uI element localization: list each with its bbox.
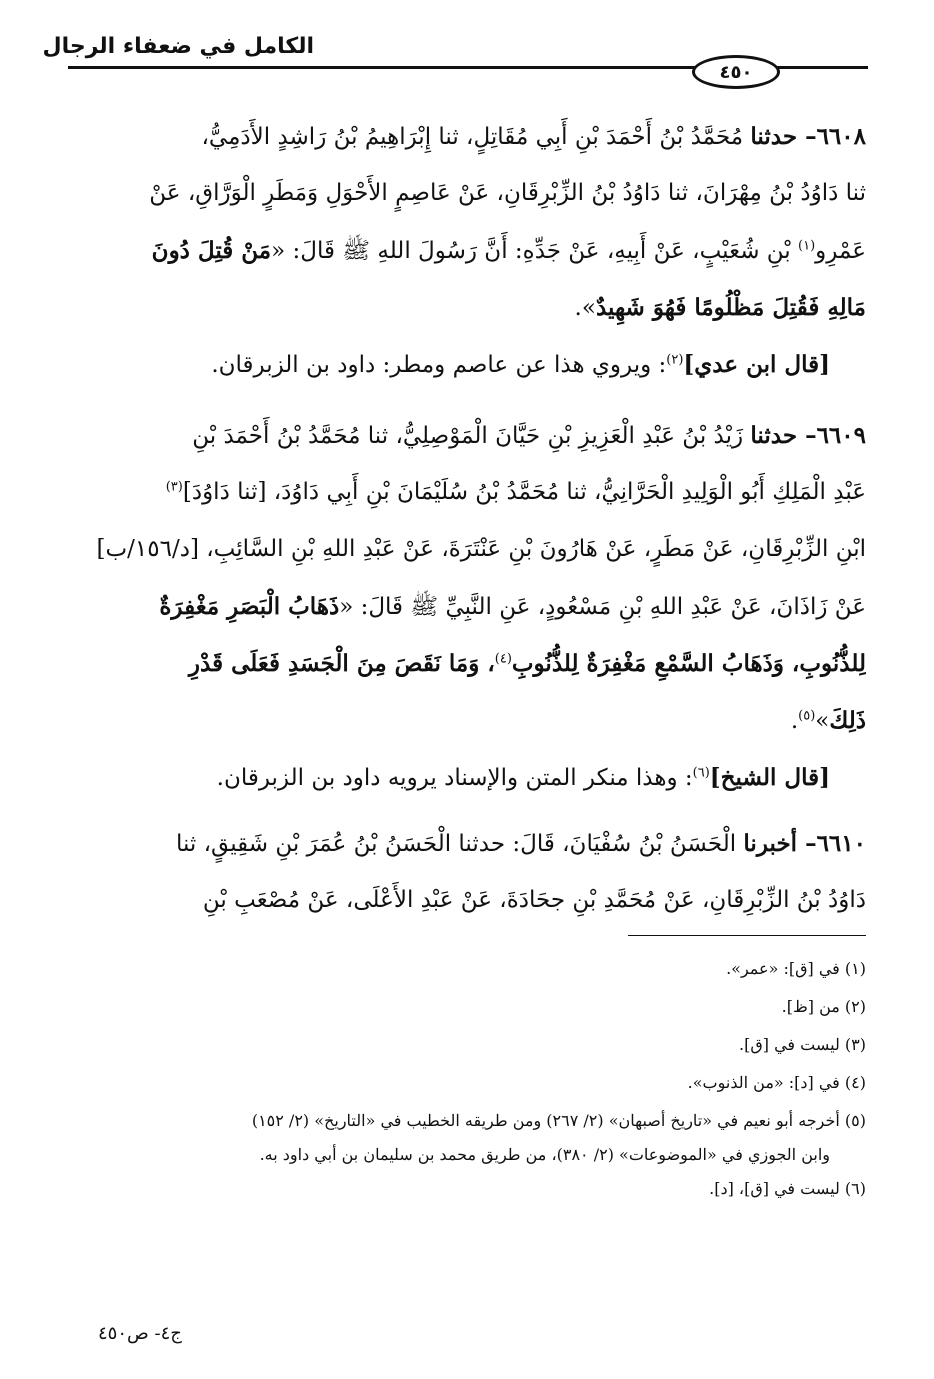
text-line: دَاوُدُ بْنُ الزِّبْرِقَانِ، عَنْ مُحَمَّدِ بْنِ جحَادَةَ، عَنْ عَبْدِ الأَعْلَى، عَنْ مُصْعَبِ بْنِ (202, 887, 866, 913)
hadith-number: ٦٦٠٩– حدثنا (750, 422, 866, 449)
isnad-text: عَمْرِو (815, 238, 866, 264)
text-line (68, 635, 866, 692)
footnotes (68, 950, 866, 1208)
hadith-6608 (68, 108, 866, 393)
commentary-label: [قال ابن عدي] (683, 351, 830, 378)
isnad-text: عَنْ زَاذَانَ، عَنْ عَبْدِ اللهِ بْنِ مَسْعُودٍ، عَنِ النَّبِيِّ ﷺ قَالَ: « (339, 594, 866, 620)
text-line (68, 815, 866, 872)
text-line (68, 578, 866, 635)
footnote: (٣) ليست في [ق]. (739, 1035, 866, 1054)
isnad-text: عَبْدِ الْمَلِكِ أَبُو الْوَلِيدِ الْحَرَّانِيُّ، ثنا مُحَمَّدُ بْنُ سُلَيْمَانَ بْنِ أَبِي دَاوُدَ، [ثنا دَاوُدَ] (182, 479, 866, 505)
text-line (68, 279, 866, 336)
volume-page-reference: ج٤- ص٤٥٠ (98, 1323, 182, 1344)
text-line (68, 464, 866, 521)
page-number-badge: ٤٥٠ (692, 55, 780, 89)
punct: » (815, 708, 830, 734)
footnote-ref: (٣) (165, 479, 183, 495)
matn-text: مَالِهِ فَقُتِلَ مَظْلُومًا فَهُوَ شَهِيدٌ (595, 294, 866, 321)
footnote: (٥) أخرجه أبو نعيم في «تاريخ أصبهان» (٢/ ٢٦٧) ومن طريقه الخطيب في «التاريخ» (٢/ ١٥٢) (251, 1111, 866, 1130)
matn-text: ذَهَابُ الْبَصَرِ مَغْفِرَةٌ (159, 593, 340, 620)
footnote-ref: (٤) (494, 651, 512, 667)
matn-text: ، وَمَا نَقَصَ مِنَ الْجَسَدِ فَعَلَى قَدْرِ (188, 650, 495, 677)
footnote-ref: (٥) (798, 708, 816, 724)
footnote-continuation: وابن الجوزي في «الموضوعات» (٢/ ٣٨٠)، من طريق محمد بن سليمان بن أبي داود به. (259, 1145, 830, 1164)
punct: . (790, 708, 799, 734)
footnote: (٦) ليست في [ق]، [د]. (709, 1179, 866, 1198)
footnote-ref: (٢) (666, 352, 684, 368)
text-line: ثنا دَاوُدُ بْنُ مِهْرَانَ، ثنا دَاوُدُ بْنُ الزِّبْرِقَانِ، عَنْ عَاصِمٍ الأَحْوَلِ وَمَطَرٍ الْوَرَّاقِ، عَنْ (149, 180, 866, 206)
commentary-text: : وهذا منكر المتن والإسناد يرويه داود بن الزبرقان. (216, 765, 693, 791)
hadith-number: ٦٦١٠– أخبرنا (743, 830, 866, 857)
footnote: (١) في [ق]: «عمر». (726, 959, 866, 978)
text-line: ابْنِ الزِّبْرِقَانِ، عَنْ مَطَرٍ، عَنْ هَارُونَ بْنِ عَنْتَرَةَ، عَنْ عَبْدِ اللهِ بْنِ السَّائِبِ، [د/١٥٦/ب] (96, 536, 866, 562)
hadith-6610 (68, 815, 866, 929)
isnad-text: بْنِ شُعَيْبٍ، عَنْ أَبِيهِ، عَنْ جَدِّهِ: أَنَّ رَسُولَ اللهِ ﷺ قَالَ: « (271, 238, 791, 264)
text-line (68, 336, 866, 393)
matn-text: لِلذُّنُوبِ، وَذَهَابُ السَّمْعِ مَغْفِرَةٌ لِلذُّنُوبِ (511, 650, 866, 677)
isnad-text: مُحَمَّدُ بْنُ أَحْمَدَ بْنِ أَبِي مُقَاتِلٍ، ثنا إِبْرَاهِيمُ بْنُ رَاشِدٍ الأَدَمِيُّ، (201, 124, 744, 150)
footnote: (٤) في [د]: «من الذنوب». (687, 1073, 866, 1092)
punct: ». (574, 295, 596, 321)
footnote-ref: (٦) (692, 765, 710, 781)
text-line (68, 108, 866, 165)
commentary-label: [قال الشيخ] (709, 764, 830, 791)
text-line (68, 222, 866, 279)
matn-text: ذَلِكَ (829, 707, 866, 734)
text-line (68, 407, 866, 464)
footnote: (٢) من [ظ]. (781, 997, 866, 1016)
text-line (68, 692, 866, 749)
footnote-ref: (١) (798, 238, 816, 254)
isnad-text: زَيْدُ بْنُ عَبْدِ الْعَزِيزِ بْنِ حَيَّانَ الْمَوْصِلِيُّ، ثنا مُحَمَّدُ بْنُ أَحْمَدَ بْنِ (192, 423, 744, 449)
hadith-number: ٦٦٠٨– حدثنا (750, 123, 866, 150)
commentary-text: : ويروي هذا عن عاصم ومطر: داود بن الزبرقان. (211, 352, 667, 378)
matn-text: مَنْ قُتِلَ دُونَ (151, 237, 272, 264)
running-header-title: الكامل في ضعفاء الرجال (42, 34, 314, 59)
text-line (68, 749, 866, 806)
isnad-text: الْحَسَنُ بْنُ سُفْيَانَ، قَالَ: حدثنا الْحَسَنُ بْنُ عُمَرَ بْنِ شَقِيقٍ، ثنا (175, 831, 737, 857)
footnote-separator (628, 935, 866, 936)
hadith-6609 (68, 407, 866, 806)
